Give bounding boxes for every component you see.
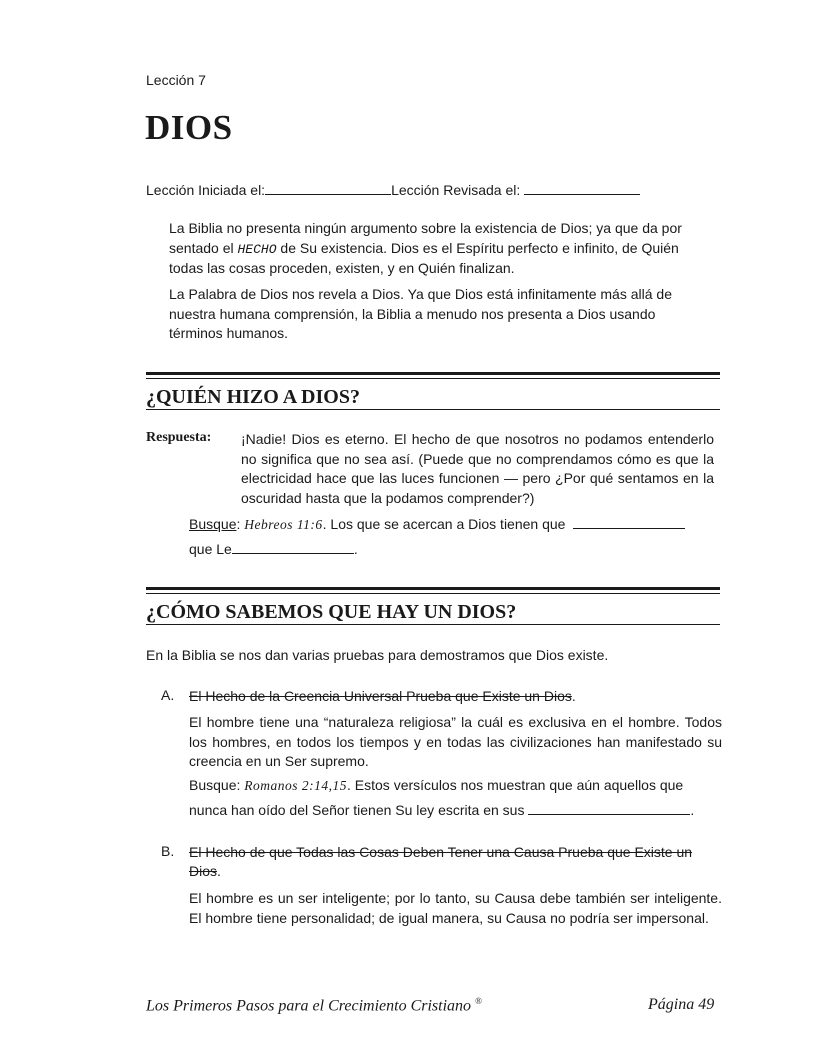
intro-text-a: La Biblia no presenta ningún argumento sobre la existencia de Dios; ya que da por sentado el <box>169 220 682 256</box>
intro-paragraph-2: La Palabra de Dios nos revela a Dios. Ya que Dios está infinitamente más allá de nuestra humana comprensión, la Biblia a menudo nos presenta a Dios usando términos humanos. <box>169 286 672 341</box>
intro-paragraph-1 <box>169 219 705 279</box>
reviewed-label: Lección Revisada el: <box>391 182 521 198</box>
section1-busque: Busque: Hebreos 11:6. Los que se acercan a Dios tienen que que Le . <box>189 512 725 561</box>
started-label: Lección Iniciada el: <box>146 182 266 198</box>
item-b-heading: El Hecho de que Todas las Cosas Deben Tener una Causa Prueba que Existe un Dios. <box>189 844 693 879</box>
busque-text-1: . Estos versículos nos muestran que aún aquellos que <box>347 777 684 793</box>
section2-rule-thin <box>146 593 720 594</box>
item-a-busque: Busque: Romanos 2:14,15. Estos versículos nos muestran que aún aquellos que nunca han oído del Señor tienen Su ley escrita en sus . <box>189 777 695 818</box>
intro-text-b: de Su existencia. Dios es el Espíritu perfecto e infinito, de Quién todas las cosas proceden, existen, y en Quién finalizan. <box>169 239 679 276</box>
section1-rule-thin <box>146 378 720 379</box>
section2-rule-thick <box>146 587 720 590</box>
lesson-dates <box>146 180 640 198</box>
reviewed-date-field[interactable] <box>524 180 640 195</box>
page-title: DIOS <box>145 108 233 147</box>
answer-text: ¡Nadie! Dios es eterno. El hecho de que nosotros no podamos entenderlo no significa que no sea así. (Puede que no comprendamos cómo es que la electricidad hace que las luces funcionen — pero ¿Por qué sentamos en la oscuridad hasta que la podamos comprender?) <box>241 431 714 506</box>
item-b-letter: B. <box>161 843 175 859</box>
busque-label: Busque <box>189 516 237 532</box>
answer-blank-1[interactable] <box>573 514 685 529</box>
section1-rule-thick <box>146 372 720 375</box>
started-date-field[interactable] <box>265 180 391 195</box>
item-b-body: El hombre es un ser inteligente; por lo tanto, su Causa debe también ser inteligente. El hombre tiene personalidad; de igual manera, su Causa no podría ser impersonal. <box>189 890 722 926</box>
busque-text-1: . Los que se acercan a Dios tienen que <box>322 516 566 532</box>
busque-label: Busque <box>189 777 237 793</box>
item-a-heading: El Hecho de la Creencia Universal Prueba que Existe un Dios. <box>189 688 576 704</box>
scripture-reference: Hebreos 11:6 <box>244 517 323 532</box>
item-a-body: El hombre tiene una “naturaleza religiosa” la cuál es exclusiva en el hombre. Todos los hombres, en todos los tiempos y en todas las civilizaciones han manifestado su creencia en un Ser supremo. <box>189 714 722 769</box>
answer-blank-3[interactable] <box>528 800 690 815</box>
answer-label: Respuesta: <box>146 430 212 445</box>
footer-page-number: Página 49 <box>648 996 715 1013</box>
footer-book-title: Los Primeros Pasos para el Crecimiento Cristiano ® <box>146 996 482 1015</box>
answer-blank-2[interactable] <box>232 539 354 554</box>
busque-text-2: nunca han oído del Señor tienen Su ley escrita en sus <box>189 802 525 818</box>
section2-title: ¿CÓMO SABEMOS QUE HAY UN DIOS? <box>146 601 720 625</box>
busque-end: . <box>353 541 358 557</box>
busque-text-2: que Le <box>189 541 232 557</box>
scripture-reference: Romanos 2:14,15 <box>244 778 348 793</box>
section2-intro: En la Biblia se nos dan varias pruebas para demostramos que Dios existe. <box>146 647 609 663</box>
registered-mark: ® <box>475 996 482 1006</box>
intro-keyword: HECHO <box>237 241 277 257</box>
busque-end: . <box>690 802 695 818</box>
section1-title: ¿QUIÉN HIZO A DIOS? <box>146 386 720 410</box>
item-a-letter: A. <box>161 687 175 703</box>
lesson-number: Lección 7 <box>146 72 206 88</box>
